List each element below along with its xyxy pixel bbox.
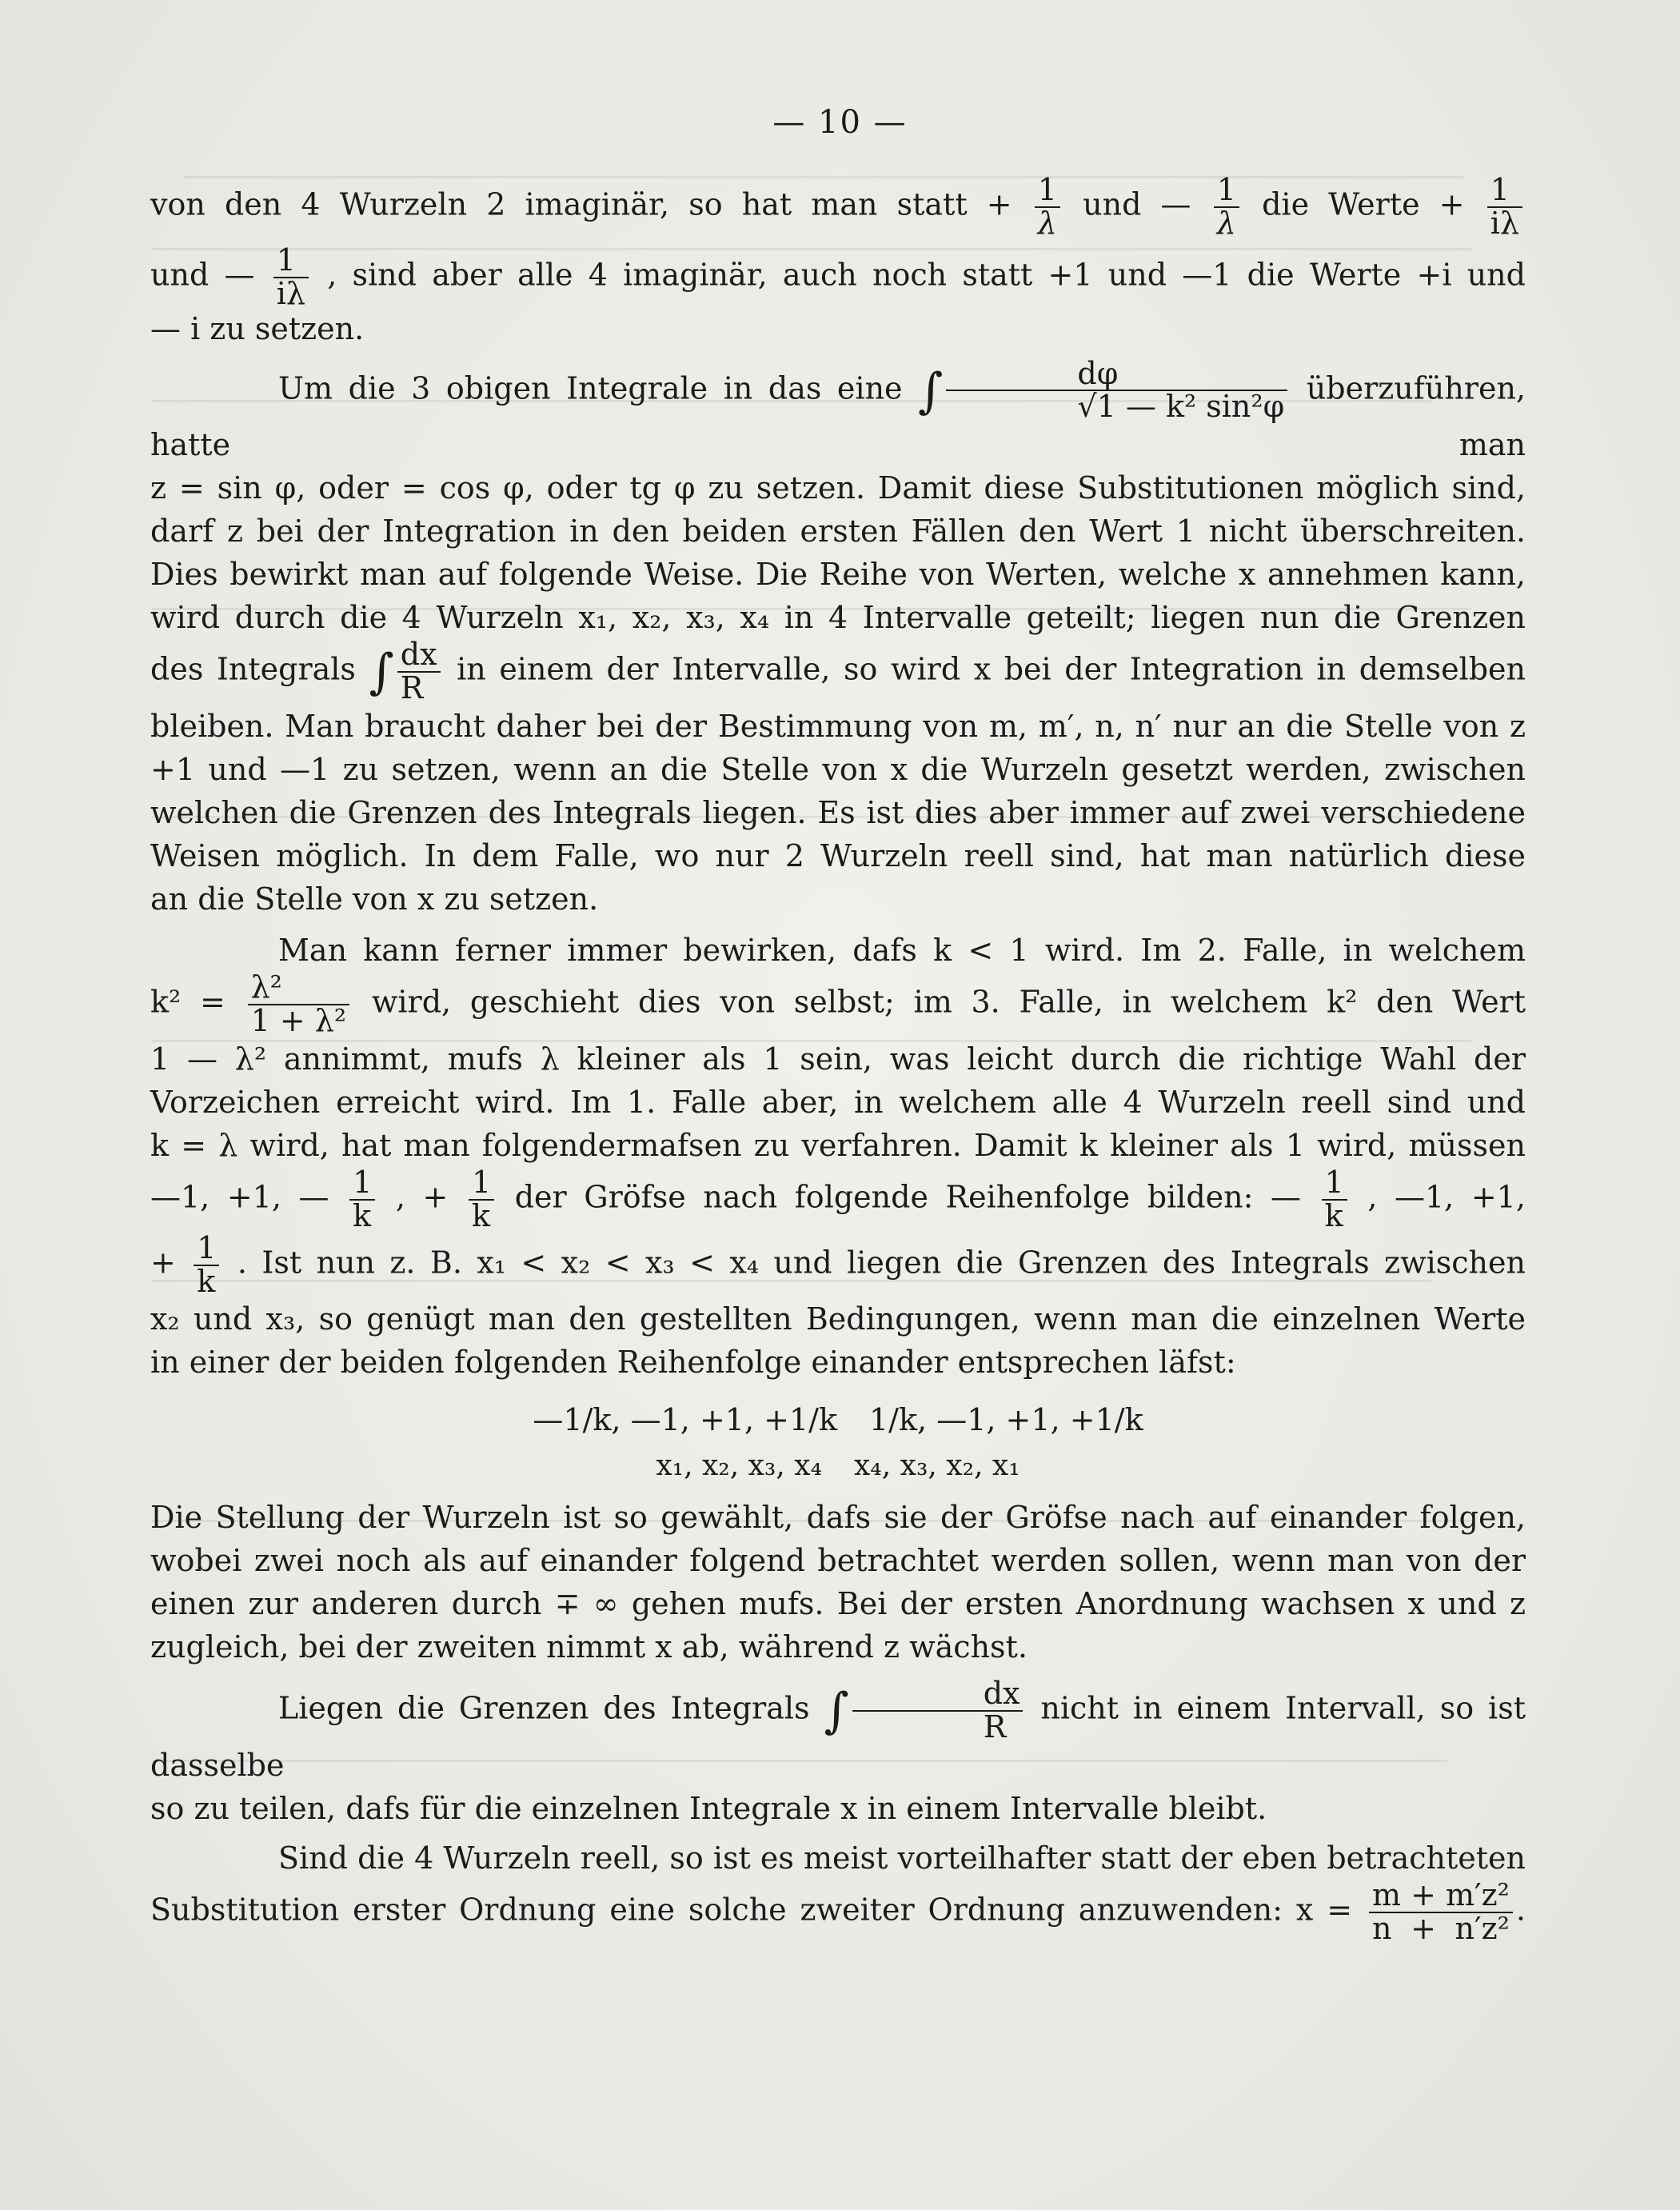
text-segment: Substitution erster Ordnung eine solche zweiter Ordnung anzuwenden: x = — [150, 1892, 1353, 1928]
line-7: Dies bewirkt man auf folgende Weise. Die Reihe von Werten, welche x annehmen kann, — [150, 557, 1526, 593]
denominator: n + n′z² — [1371, 1911, 1510, 1947]
numerator: 1 — [1214, 174, 1239, 208]
line-3: — i zu setzen. — [150, 310, 365, 346]
denominator: iλ — [276, 275, 305, 311]
line-31 — [150, 1877, 1526, 1947]
seq-value: —1 — [630, 1402, 680, 1438]
denominator: R — [983, 1709, 1007, 1745]
numerator: 1 — [273, 245, 309, 278]
fraction-1-over-k — [469, 1164, 494, 1233]
text-segment: , —1, +1, — [1367, 1179, 1526, 1215]
line-12: welchen die Grenzen des Integrals liegen. Es ist dies aber immer auf zwei verschiedene — [150, 795, 1526, 831]
root-sequences — [150, 1445, 1526, 1488]
fraction-dx-over-R — [852, 1678, 1024, 1744]
line-25: wobei zwei noch als auf einander folgend betrachtet werden sollen, wenn man von der — [150, 1543, 1526, 1579]
fraction-1-over-k — [1322, 1164, 1347, 1233]
text-segment: Um die 3 obigen Integrale in das eine — [278, 370, 903, 406]
text-segment: , + — [395, 1179, 449, 1215]
line-13: Weisen möglich. In dem Falle, wo nur 2 Wurzeln reell sind, hat man natürlich diese — [150, 838, 1526, 874]
text-segment: nicht in einem Intervall, so ist dasselbe — [150, 1690, 1526, 1784]
text-segment: . — [1515, 1892, 1526, 1928]
line-19: k = λ wird, hat man folgendermafsen zu verfahren. Damit k kleiner als 1 wird, müssen — [150, 1127, 1526, 1163]
fraction-lambda-sq — [248, 969, 350, 1039]
seq-value: +1 — [1005, 1402, 1051, 1438]
text-segment: , sind aber alle 4 imaginär, auch noch statt +1 und —1 die Werte +i und — [327, 257, 1526, 293]
root: x₂, — [946, 1449, 984, 1483]
root: x₄, — [854, 1449, 892, 1483]
page-number: — 10 — — [772, 104, 908, 141]
denominator: k — [353, 1197, 372, 1233]
seq-value: +1/k — [1069, 1402, 1143, 1438]
line-10: bleiben. Man braucht daher bei der Bestimmung von m, m′, n, n′ nur an die Stelle von z — [150, 709, 1526, 745]
text-segment: der Gröfse nach folgende Reihenfolge bilden: — — [514, 1179, 1301, 1215]
text-segment: die Werte + — [1262, 186, 1465, 222]
line-4 — [150, 355, 1526, 467]
line-8: wird durch die 4 Wurzeln x₁, x₂, x₃, x₄ in 4 Intervalle geteilt; liegen nun die Grenzen — [150, 600, 1526, 636]
seq-value: +1/k — [764, 1402, 837, 1438]
line-20 — [150, 1164, 1526, 1233]
line-15: Man kann ferner immer bewirken, dafs k < 1 wird. Im 2. Falle, in welchem — [278, 933, 1526, 969]
denominator: k — [471, 1197, 490, 1233]
value-sequences — [150, 1398, 1526, 1441]
numerator: 1 — [1322, 1167, 1347, 1201]
text-segment: in einem der Intervalle, so wird x bei der Integration in demselben — [457, 651, 1526, 687]
text-segment: des Integrals — [150, 651, 356, 687]
denominator: 1 + λ² — [250, 1003, 347, 1039]
numerator: dφ — [946, 358, 1287, 392]
root: x₁, — [656, 1449, 693, 1483]
fraction-1-over-ilambda — [273, 242, 309, 311]
line-22: x₂ und x₃, so genügt man den gestellten Bedingungen, wenn man die einzelnen Werte — [150, 1301, 1526, 1337]
root: x₄ — [794, 1449, 822, 1483]
line-16 — [150, 969, 1526, 1039]
fraction-1-over-k — [194, 1229, 219, 1299]
text-segment: von den 4 Wurzeln 2 imaginär, so hat man statt + — [150, 186, 1012, 222]
root: x₂, — [701, 1449, 740, 1483]
fraction-1-over-k — [349, 1164, 375, 1233]
integral-sign: ∫ — [369, 644, 394, 701]
numerator: 1 — [349, 1167, 375, 1201]
line-14: an die Stelle von x zu setzen. — [150, 881, 599, 917]
line-5: z = sin φ, oder = cos φ, oder tg φ zu setzen. Damit diese Substitutionen möglich sind, — [150, 470, 1526, 506]
body-text — [150, 174, 1526, 1945]
numerator: 1 — [1035, 174, 1060, 208]
seq-value: —1 — [936, 1402, 987, 1438]
denominator: √1 — k² sin²φ — [1077, 389, 1285, 425]
line-21 — [150, 1229, 1526, 1299]
line-27: zugleich, bei der zweiten nimmt x ab, während z wächst. — [150, 1629, 1028, 1665]
seq-value: —1/k — [533, 1402, 612, 1438]
line-1 — [150, 174, 1526, 240]
numerator: dx — [852, 1678, 1024, 1712]
denominator: k — [197, 1263, 216, 1299]
denominator: R — [400, 670, 424, 706]
denominator: λ — [1216, 205, 1236, 241]
fraction-1-over-ilambda — [1487, 174, 1522, 240]
roots-1 — [656, 1445, 822, 1488]
denominator: iλ — [1490, 205, 1520, 241]
text-segment: Liegen die Grenzen des Integrals — [278, 1690, 810, 1726]
numerator: m + m′z² — [1369, 1880, 1513, 1913]
root: x₃, — [748, 1449, 785, 1483]
root: x₁ — [992, 1449, 1020, 1483]
line-17: 1 — λ² annimmt, mufs λ kleiner als 1 sein, was leicht durch die richtige Wahl der — [150, 1041, 1526, 1077]
text-segment: + — [150, 1245, 176, 1281]
line-11: +1 und —1 zu setzen, wenn an die Stelle von x die Wurzeln gesetzt werden, zwischen — [150, 752, 1526, 788]
numerator: 1 — [1487, 174, 1522, 208]
line-28 — [150, 1678, 1526, 1787]
numerator: λ² — [248, 972, 350, 1005]
text-segment: und — — [1083, 186, 1191, 222]
seq-value: +1 — [699, 1402, 744, 1438]
line-9 — [150, 639, 1526, 705]
roots-2 — [854, 1445, 1020, 1488]
line-6: darf z bei der Integration in den beiden ersten Fällen den Wert 1 nicht überschreiten. — [150, 514, 1526, 550]
line-24: Die Stellung der Wurzeln ist so gewählt, dafs sie der Gröfse nach auf einander folgen, — [150, 1500, 1526, 1536]
line-18: Vorzeichen erreicht wird. Im 1. Falle aber, in welchem alle 4 Wurzeln reell sind und — [150, 1084, 1526, 1120]
line-30: Sind die 4 Wurzeln reell, so ist es meist vorteilhafter statt der eben betrachteten — [278, 1840, 1526, 1876]
fraction-dphi — [946, 355, 1287, 425]
numerator: dx — [397, 639, 441, 673]
line-29: so zu teilen, dafs für die einzelnen Integrale x in einem Intervalle bleibt. — [150, 1791, 1267, 1827]
sequence-1: —1/k, —1, +1, +1/k — [533, 1402, 837, 1438]
denominator: λ — [1037, 205, 1057, 241]
text-segment: und — — [150, 257, 255, 293]
denominator: k — [1324, 1197, 1343, 1233]
line-26: einen zur anderen durch ∓ ∞ gehen mufs. Bei der ersten Anordnung wachsen x und z — [150, 1586, 1526, 1622]
text-segment: —1, +1, — — [150, 1179, 329, 1215]
integral-sign: ∫ — [918, 362, 944, 419]
text-segment: . Ist nun z. B. x₁ < x₂ < x₃ < x₄ und liegen die Grenzen des Integrals zwischen — [237, 1245, 1526, 1281]
fraction-1-over-lambda — [1214, 174, 1239, 240]
line-23: in einer der beiden folgenden Reihenfolge einander entsprechen läfst: — [150, 1345, 1236, 1381]
line-2 — [150, 242, 1526, 311]
integral-sign: ∫ — [824, 1683, 849, 1740]
root: x₃, — [900, 1449, 937, 1483]
seq-value: 1/k — [869, 1402, 918, 1438]
numerator: 1 — [469, 1167, 494, 1201]
numerator: 1 — [194, 1233, 219, 1266]
fraction-substitution — [1369, 1877, 1513, 1947]
text-segment: k² = — [150, 984, 225, 1020]
text-segment: wird, geschieht dies von selbst; im 3. Falle, in welchem k² den Wert — [371, 984, 1526, 1020]
fraction-1-over-lambda — [1035, 174, 1060, 240]
sequence-2: 1/k, —1, +1, +1/k — [869, 1402, 1143, 1438]
fraction-dx-over-R — [397, 639, 441, 705]
text-segment: überzuführen, hatte man — [150, 370, 1526, 463]
